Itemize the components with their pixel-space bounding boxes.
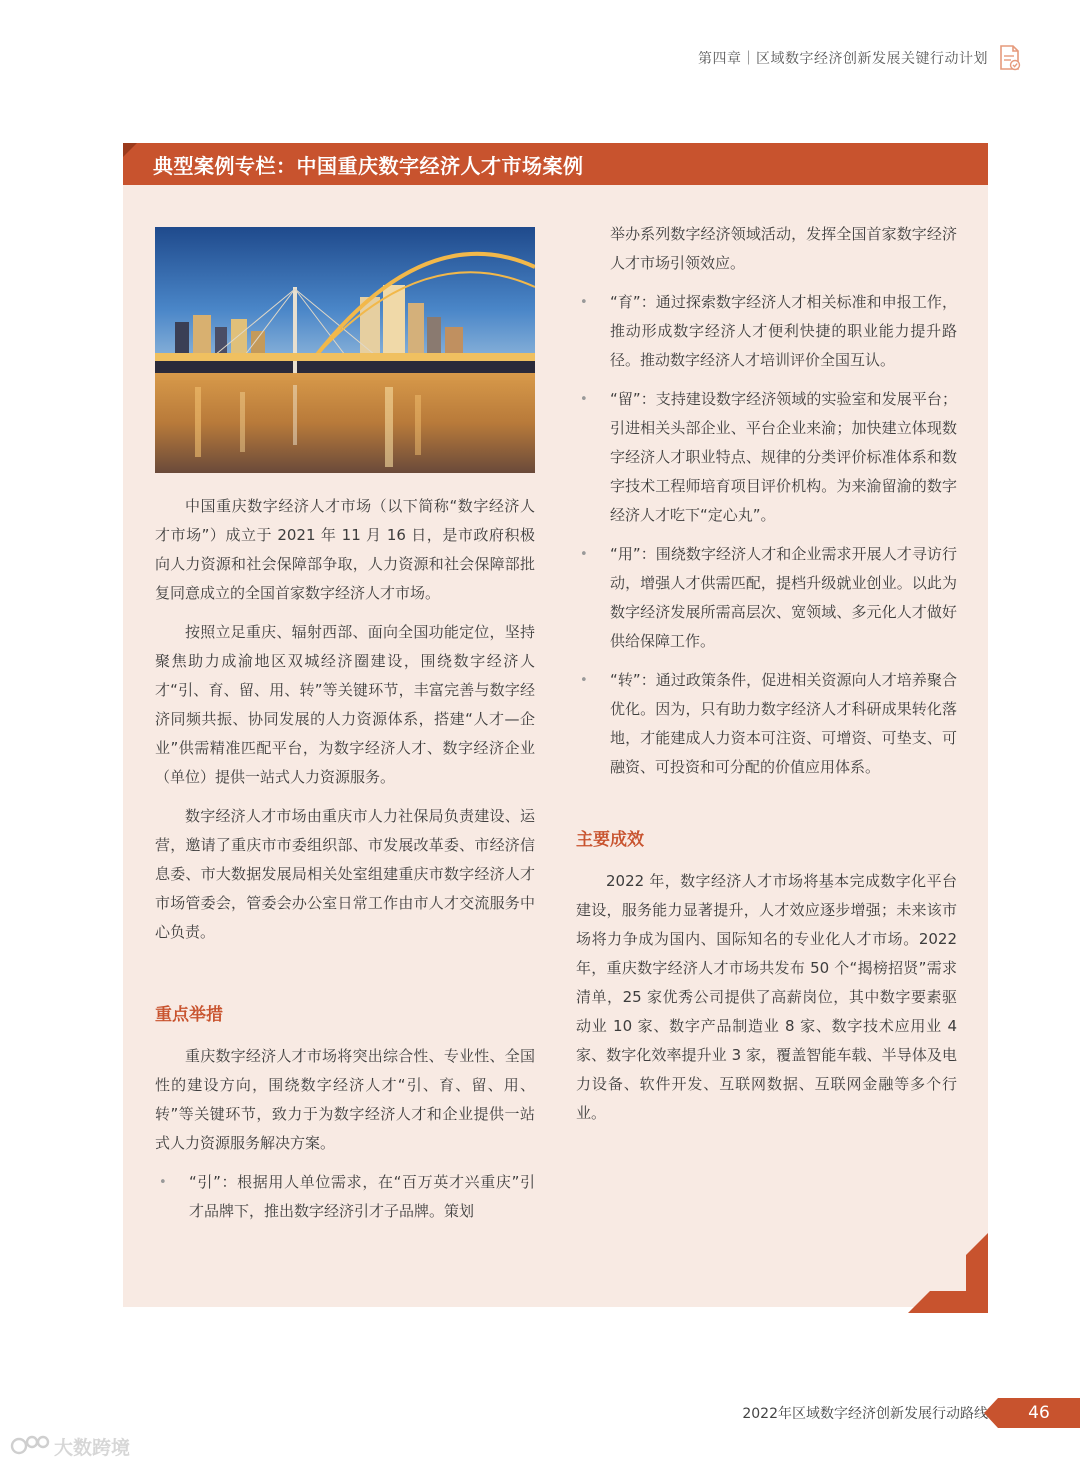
- page-number-text: 46: [1028, 1403, 1050, 1423]
- measures-intro: 重庆数字经济人才市场将突出综合性、专业性、全国性的建设方向，围绕数字经济人才“引、育、留、用、转”等关键环节，致力于为数字经济人才和企业提供一站式人力资源服务解决方案。: [155, 1047, 535, 1152]
- city-bridge-photo: [155, 227, 535, 473]
- photo-illustration: [155, 227, 535, 473]
- bullet-text: “转”：通过政策条件，促进相关资源向人才培养聚合优化。因为，只有助力数字经济人才科研成果转化落地，才能建成人力资本可注资、可增资、可垫支、可融资、可投资和可分配的价值应用体系。: [610, 671, 957, 776]
- left-column: [155, 492, 535, 1236]
- right-column: [576, 220, 957, 1138]
- bullet-text: “留”：支持建设数字经济领域的实验室和发展平台；引进相关头部企业、平台企业来渝；加快建立体现数字经济人才职业特点、规律的分类评价标准体系和数字技术工程师培育项目评价机构。为来渝留渝的数字经济人才吃下“定心丸”。: [610, 390, 957, 524]
- bullet-item-zhuan: [576, 666, 957, 782]
- case-title: 典型案例专栏：中国重庆数字经济人才市场案例: [153, 154, 584, 178]
- watermark-text: 大数跨境: [54, 1437, 131, 1459]
- case-title-bar: [123, 143, 988, 185]
- brand-logo-icon: [10, 1432, 52, 1460]
- bullet-item-yong: [576, 540, 957, 656]
- bullet-dot-icon: •: [580, 392, 588, 407]
- document-check-icon: [998, 44, 1022, 72]
- bullet-text: “引”：根据用人单位需求，在“百万英才兴重庆”引才品牌下，推出数字经济引才子品牌。策划: [189, 1173, 535, 1220]
- intro-paragraph-2: 按照立足重庆、辐射西部、面向全国功能定位，坚持聚焦助力成渝地区双城经济圈建设，围绕数字经济人才“引、育、留、用、转”等关键环节，丰富完善与数字经济同频共振、协同发展的人力资源体系，搭建“人才—企业”供需精准匹配平台，为数字经济人才、数字经济企业（单位）提供一站式人力资源服务。: [155, 623, 535, 786]
- watermark: [10, 1432, 150, 1460]
- section-title-measures: 重点举措: [155, 1005, 223, 1025]
- bullet-dot-icon: •: [580, 547, 588, 562]
- bullet-text: “育”：通过探索数字经济人才相关标准和申报工作，推动形成数字经济人才便利快捷的职业能力提升路径。推动数字经济人才培训评价全国互认。: [610, 293, 957, 369]
- intro-paragraph-3: 数字经济人才市场由重庆市人力社保局负责建设、运营，邀请了重庆市市委组织部、市发展改革委、市经济信息委、市大数据发展局相关处室组建重庆市数字经济人才市场管委会，管委会办公室日常工作由市人才交流服务中心负责。: [155, 807, 535, 941]
- results-paragraph: 2022 年，数字经济人才市场将基本完成数字化平台建设，服务能力显著提升，人才效应逐步增强；未来该市场将力争成为国内、国际知名的专业化人才市场。2022 年，重庆数字经济人才市场共发布 50 个“揭榜招贤”需求清单，25 家优秀公司提供了高薪岗位，其中数字要素驱动业 10 家、数字产品制造业 8 家、数字技术应用业 4 家、数字化效率提升业 3 家，覆盖智能车载、半导体及电力设备、软件开发、互联网数据、互联网金融等多个行业。: [576, 872, 957, 1122]
- bullet-item-liu: [576, 385, 957, 530]
- title-corner-mark: [123, 143, 137, 157]
- footer-title: 2022年区域数字经济创新发展行动路线: [742, 1406, 988, 1422]
- corner-decoration-icon: [908, 1233, 988, 1313]
- bullet-text: “用”：围绕数字经济人才和企业需求开展人才寻访行动，增强人才供需匹配，提档升级就业创业。以此为数字经济发展所需高层次、宽领域、多元化人才做好供给保障工作。: [610, 545, 957, 650]
- bullet-continuation: 举办系列数字经济领域活动，发挥全国首家数字经济人才市场引领效应。: [610, 225, 957, 272]
- bullet-dot-icon: •: [159, 1175, 167, 1190]
- page-number-notch: [984, 1398, 998, 1428]
- chapter-header: 第四章｜区域数字经济创新发展关键行动计划: [698, 51, 988, 67]
- intro-paragraph-1: 中国重庆数字经济人才市场（以下简称“数字经济人才市场”）成立于 2021 年 11 月 16 日，是市政府积极向人力资源和社会保障部争取，人力资源和社会保障部批复同意成立的全国首家数字经济人才市场。: [155, 497, 535, 602]
- bullet-dot-icon: •: [580, 295, 588, 310]
- section-title-results: 主要成效: [576, 830, 644, 850]
- bullet-item-yin: [155, 1168, 535, 1226]
- bullet-item-yu: [576, 288, 957, 375]
- bullet-dot-icon: •: [580, 673, 588, 688]
- page-number: [998, 1398, 1080, 1428]
